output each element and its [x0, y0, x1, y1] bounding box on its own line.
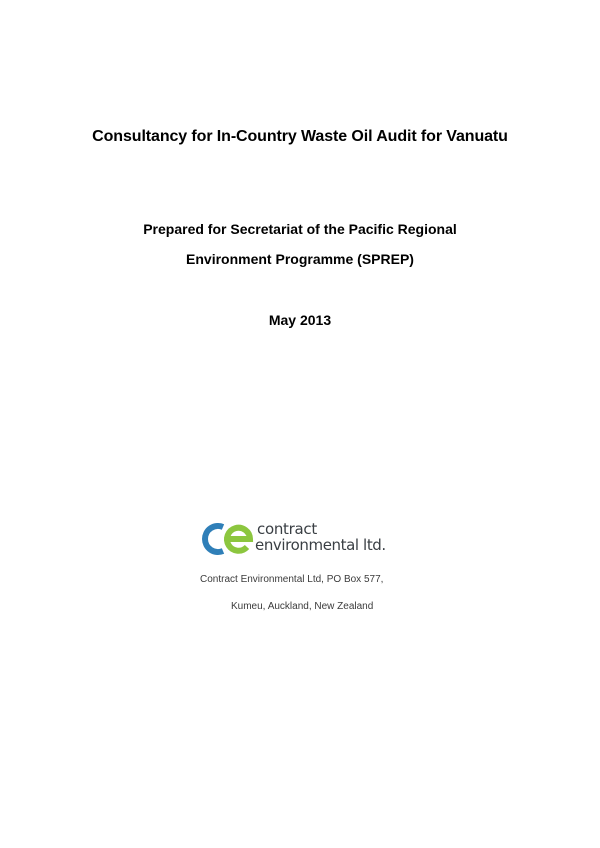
ce-logo-mark-icon — [201, 522, 255, 556]
prepared-for-line-1: Prepared for Secretariat of the Pacific Regional — [143, 221, 457, 237]
document-date: May 2013 — [268, 312, 332, 328]
company-logo — [201, 520, 401, 560]
logo-text-line-2: environmental ltd. — [255, 536, 386, 554]
address-line-2: Kumeu, Auckland, New Zealand — [231, 601, 374, 612]
address-line-1: Contract Environmental Ltd, PO Box 577, — [200, 574, 384, 585]
logo-text-line-1: contract — [257, 520, 317, 538]
document-title: Consultancy for In-Country Waste Oil Audit for Vanuatu — [92, 128, 508, 145]
prepared-for-line-2: Environment Programme (SPREP) — [186, 251, 414, 267]
